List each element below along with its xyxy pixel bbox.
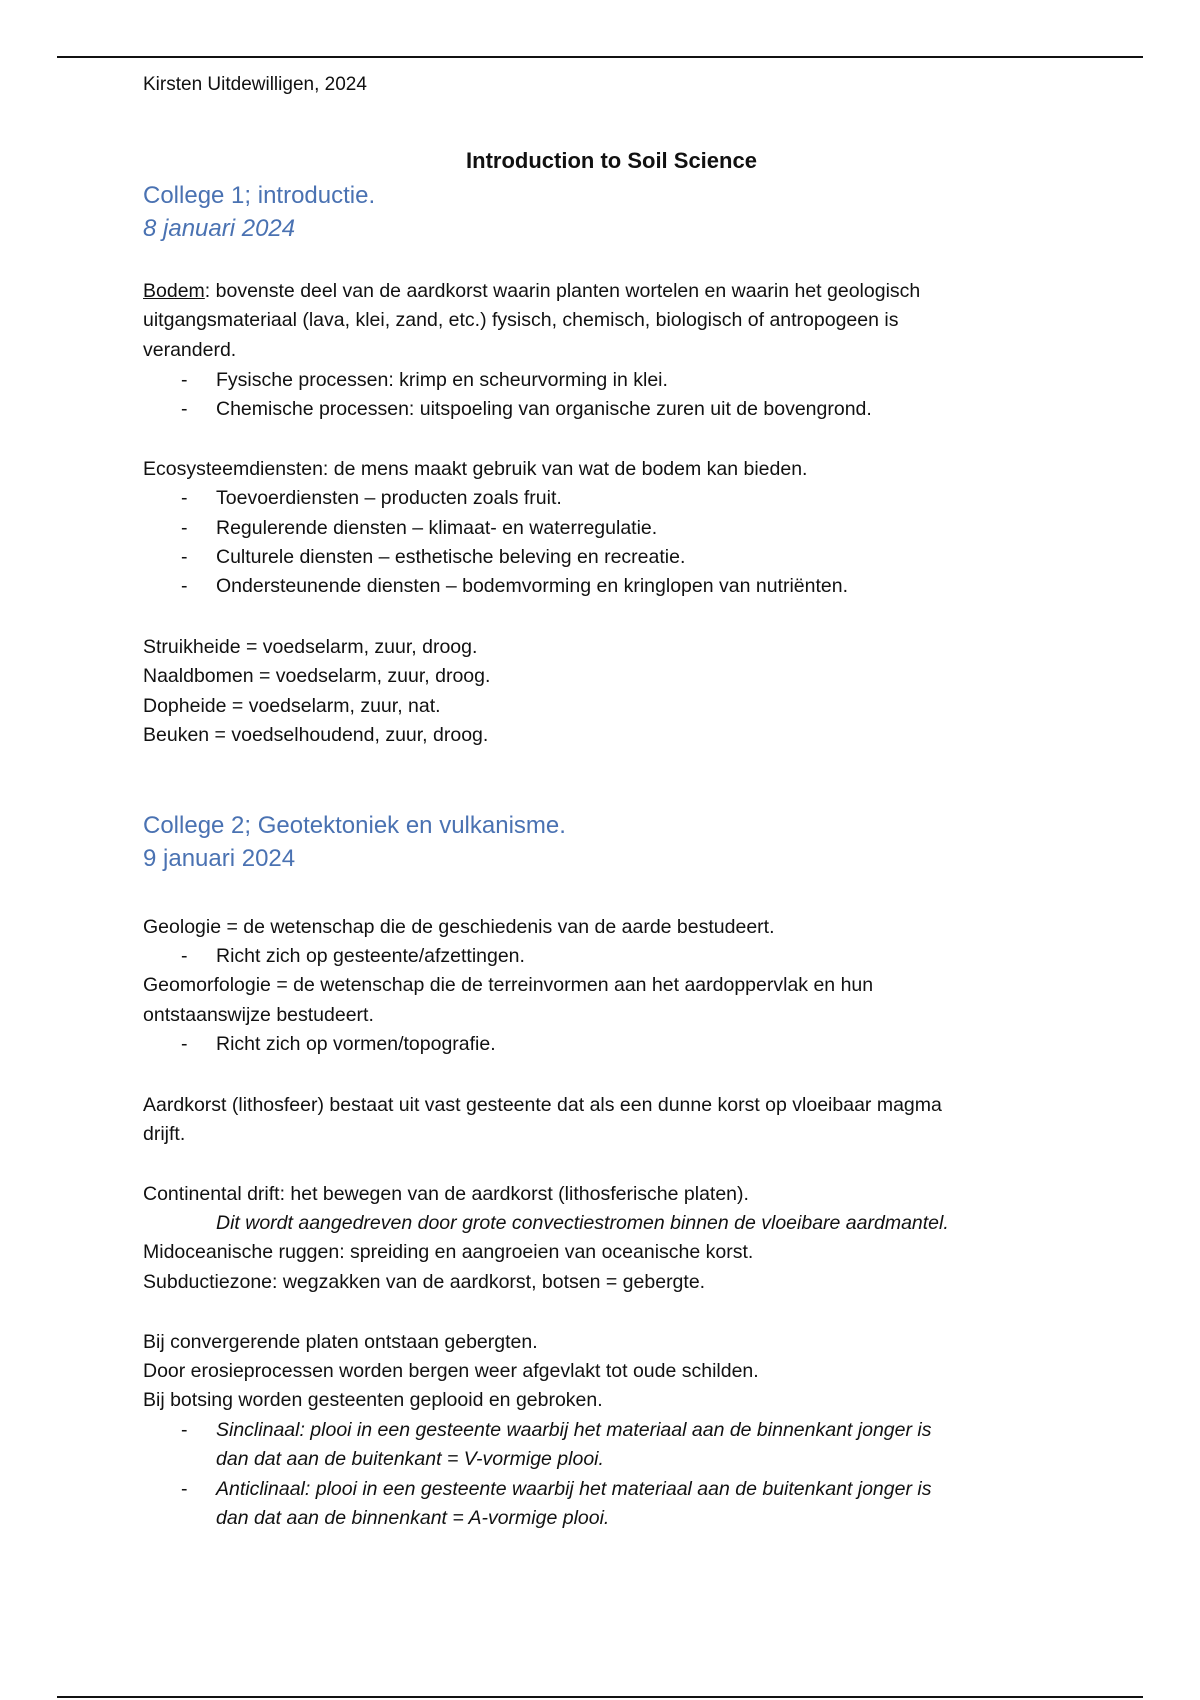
anticlinaal-line-1: Anticlinaal: plooi in een gesteente waarbij het materiaal aan de buitenkant jonger is xyxy=(216,1478,932,1500)
aardkorst-line-1: Aardkorst (lithosfeer) bestaat uit vast gesteente dat als een dunne korst op vloeibaar magma xyxy=(143,1094,942,1116)
subductiezone: Subductiezone: wegzakken van de aardkorst, botsen = gebergte. xyxy=(143,1271,706,1293)
anticlinaal-line-2: dan dat aan de binnenkant = A-vormige plooi. xyxy=(216,1507,610,1529)
page-title: Introduction to Soil Science xyxy=(466,148,757,173)
aardkorst-line-2: drijft. xyxy=(143,1123,186,1145)
eco-intro: Ecosysteemdiensten: de mens maakt gebruik van wat de bodem kan bieden. xyxy=(143,458,808,480)
geomorfologie-bullet: Richt zich op vormen/topografie. xyxy=(216,1033,496,1055)
vegetation-line-2: Naaldbomen = voedselarm, zuur, droog. xyxy=(143,665,491,687)
geomorfologie-line-2: ontstaanswijze bestudeert. xyxy=(143,1004,374,1026)
vegetation-line-1: Struikheide = voedselarm, zuur, droog. xyxy=(143,636,478,658)
author-line: Kirsten Uitdewilligen, 2024 xyxy=(143,74,367,95)
college-2-date: 9 januari 2024 xyxy=(143,845,296,872)
bottom-rule xyxy=(57,1696,1143,1698)
geologie-definition: Geologie = de wetenschap die de geschiedenis van de aarde bestudeert. xyxy=(143,916,775,938)
college-1-heading: College 1; introductie. xyxy=(143,182,376,209)
geologie-bullet: Richt zich op gesteente/afzettingen. xyxy=(216,945,525,967)
bodem-term: Bodem xyxy=(143,280,205,302)
bullet-dash: - xyxy=(181,546,188,568)
convergent-line-2: Door erosieprocessen worden bergen weer afgevlakt tot oude schilden. xyxy=(143,1360,759,1382)
bullet-dash: - xyxy=(181,945,188,967)
bodem-bullet-2: Chemische processen: uitspoeling van organische zuren uit de bovengrond. xyxy=(216,398,872,420)
continental-drift: Continental drift: het bewegen van de aardkorst (lithosferische platen). xyxy=(143,1183,749,1205)
top-rule xyxy=(57,56,1143,58)
college-1-date: 8 januari 2024 xyxy=(143,215,296,242)
bullet-dash: - xyxy=(181,517,188,539)
midoceanische-ruggen: Midoceanische ruggen: spreiding en aangroeien van oceanische korst. xyxy=(143,1241,754,1263)
bullet-dash: - xyxy=(181,575,188,597)
bodem-def-text: : bovenste deel van de aardkorst waarin planten wortelen en waarin het geologisch xyxy=(204,280,921,302)
eco-bullet-1: Toevoerdiensten – producten zoals fruit. xyxy=(216,487,562,509)
eco-bullet-4: Ondersteunende diensten – bodemvorming en kringlopen van nutriënten. xyxy=(216,575,849,597)
vegetation-line-4: Beuken = voedselhoudend, zuur, droog. xyxy=(143,724,489,746)
sinclinaal-line-2: dan dat aan de buitenkant = V-vormige plooi. xyxy=(216,1448,604,1470)
eco-bullet-3: Culturele diensten – esthetische beleving en recreatie. xyxy=(216,546,686,568)
bodem-bullet-1: Fysische processen: krimp en scheurvorming in klei. xyxy=(216,369,668,391)
bullet-dash: - xyxy=(181,1478,188,1500)
bullet-dash: - xyxy=(181,1033,188,1055)
eco-bullet-2: Regulerende diensten – klimaat- en waterregulatie. xyxy=(216,517,658,539)
bodem-definition-line-1 xyxy=(143,277,920,305)
vegetation-line-3: Dopheide = voedselarm, zuur, nat. xyxy=(143,695,441,717)
bullet-dash: - xyxy=(181,1419,188,1441)
bullet-dash: - xyxy=(181,487,188,509)
convergent-line-1: Bij convergerende platen ontstaan gebergten. xyxy=(143,1331,538,1353)
drift-note: Dit wordt aangedreven door grote convectiestromen binnen de vloeibare aardmantel. xyxy=(216,1212,949,1234)
convergent-line-3: Bij botsing worden gesteenten geplooid en gebroken. xyxy=(143,1389,603,1411)
sinclinaal-line-1: Sinclinaal: plooi in een gesteente waarbij het materiaal aan de binnenkant jonger is xyxy=(216,1419,932,1441)
bodem-definition-line-3: veranderd. xyxy=(143,339,237,361)
bullet-dash: - xyxy=(181,398,188,420)
college-2-heading: College 2; Geotektoniek en vulkanisme. xyxy=(143,812,566,839)
geomorfologie-line-1: Geomorfologie = de wetenschap die de terreinvormen aan het aardoppervlak en hun xyxy=(143,974,874,996)
bodem-definition-line-2: uitgangsmateriaal (lava, klei, zand, etc.) fysisch, chemisch, biologisch of antropogeen is xyxy=(143,309,899,331)
bullet-dash: - xyxy=(181,369,188,391)
